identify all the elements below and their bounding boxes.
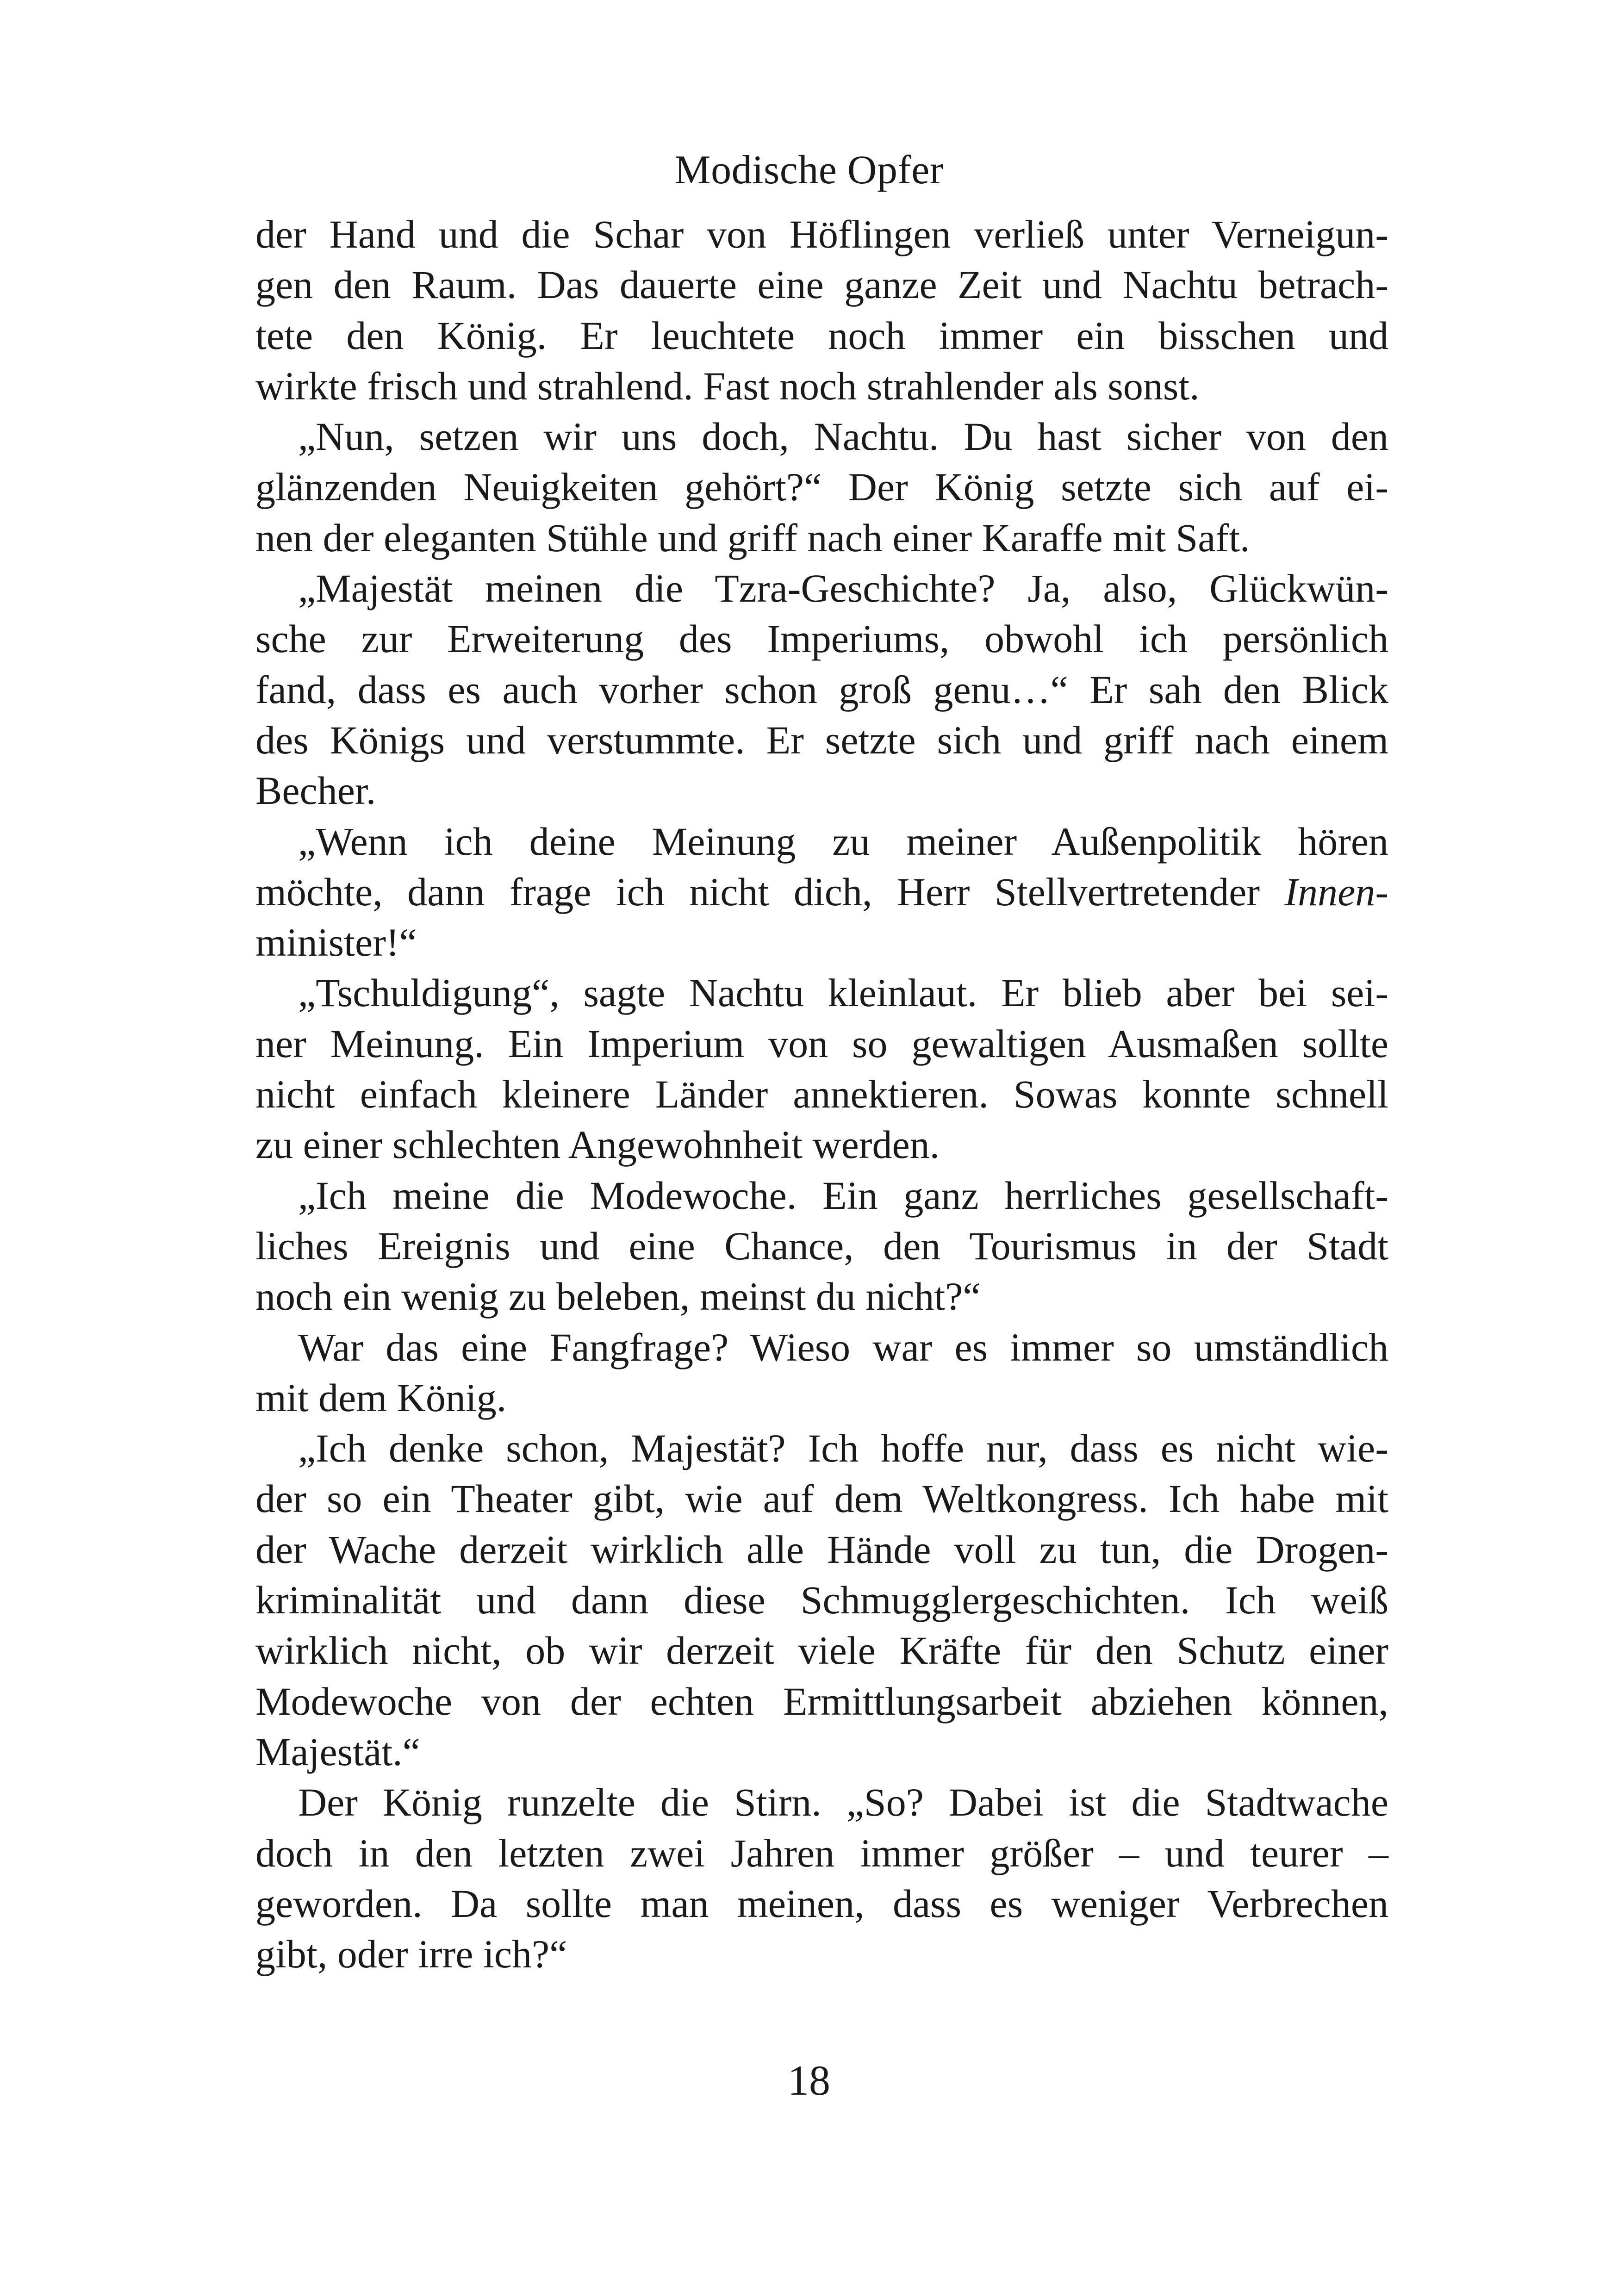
text-line: der Wache derzeit wirklich alle Hände voll zu tun, die Drogen- [255,1527,1388,1572]
text-line: der Hand und die Schar von Höflingen verließ unter Verneigun- [255,212,1388,256]
text-line: fand, dass es auch vorher schon groß genu…“ Er sah den Blick [255,667,1388,712]
text-line: „Ich meine die Modewoche. Ein ganz herrliches gesellschaft- [298,1173,1388,1218]
text-line: „Ich denke schon, Majestät? Ich hoffe nur, dass es nicht wie- [298,1426,1388,1471]
text-line: sche zur Erweiterung des Imperiums, obwohl ich persönlich [255,616,1388,661]
text-line: „Majestät meinen die Tzra-Geschichte? Ja, also, Glückwün- [298,566,1388,611]
text-line: doch in den letzten zwei Jahren immer größer – und teurer – [255,1830,1388,1875]
text-line: Modewoche von der echten Ermittlungsarbeit abziehen können, [255,1679,1388,1724]
text-line: Der König runzelte die Stirn. „So? Dabei ist die Stadtwache [298,1780,1388,1825]
text-line: wirklich nicht, ob wir derzeit viele Kräfte für den Schutz einer [255,1628,1388,1673]
text-line: nen der eleganten Stühle und griff nach einer Karaffe mit Saft. [255,515,1250,560]
text-line: „Wenn ich deine Meinung zu meiner Außenpolitik hören [298,819,1388,864]
body-text [255,209,1388,1979]
text-line: wirkte frisch und strahlend. Fast noch strahlender als sonst. [255,363,1200,408]
text-line: geworden. Da sollte man meinen, dass es weniger Verbrechen [255,1881,1388,1926]
text-line: möchte, dann frage ich nicht dich, Herr Stellvertretender Innen- [255,869,1388,914]
text-line: zu einer schlechten Angewohnheit werden. [255,1122,940,1167]
running-header: Modische Opfer [674,148,944,193]
text-line: nicht einfach kleinere Länder annektieren. Sowas konnte schnell [255,1072,1388,1117]
text-line: Becher. [255,768,376,813]
text-line: liches Ereignis und eine Chance, den Tourismus in der Stadt [255,1223,1388,1268]
text-line: mit dem König. [255,1375,507,1420]
text-line: War das eine Fangfrage? Wieso war es immer so umständlich [298,1325,1388,1369]
text-line: ner Meinung. Ein Imperium von so gewaltigen Ausmaßen sollte [255,1021,1388,1066]
text-line: tete den König. Er leuchtete noch immer ein bisschen und [255,313,1388,358]
text-line: „Nun, setzen wir uns doch, Nachtu. Du hast sicher von den [298,414,1388,459]
text-line: Majestät.“ [255,1729,420,1774]
text-line: noch ein wenig zu beleben, meinst du nicht?“ [255,1274,981,1319]
text-line: glänzenden Neuigkeiten gehört?“ Der König setzte sich auf ei- [255,465,1388,510]
text-line: minister!“ [255,920,417,965]
text-line: gibt, oder irre ich?“ [255,1932,567,1977]
italic-emphasis: Innen- [1284,869,1388,914]
page-number: 18 [788,2057,830,2104]
text-line: kriminalität und dann diese Schmugglergeschichten. Ich weiß [255,1578,1388,1623]
text-line: des Königs und verstummte. Er setzte sich und griff nach einem [255,717,1388,762]
text-line: der so ein Theater gibt, wie auf dem Weltkongress. Ich habe mit [255,1476,1388,1521]
text-line: gen den Raum. Das dauerte eine ganze Zeit und Nachtu betrach- [255,262,1388,307]
text-line: „Tschuldigung“, sagte Nachtu kleinlaut. Er blieb aber bei sei- [298,971,1388,1015]
